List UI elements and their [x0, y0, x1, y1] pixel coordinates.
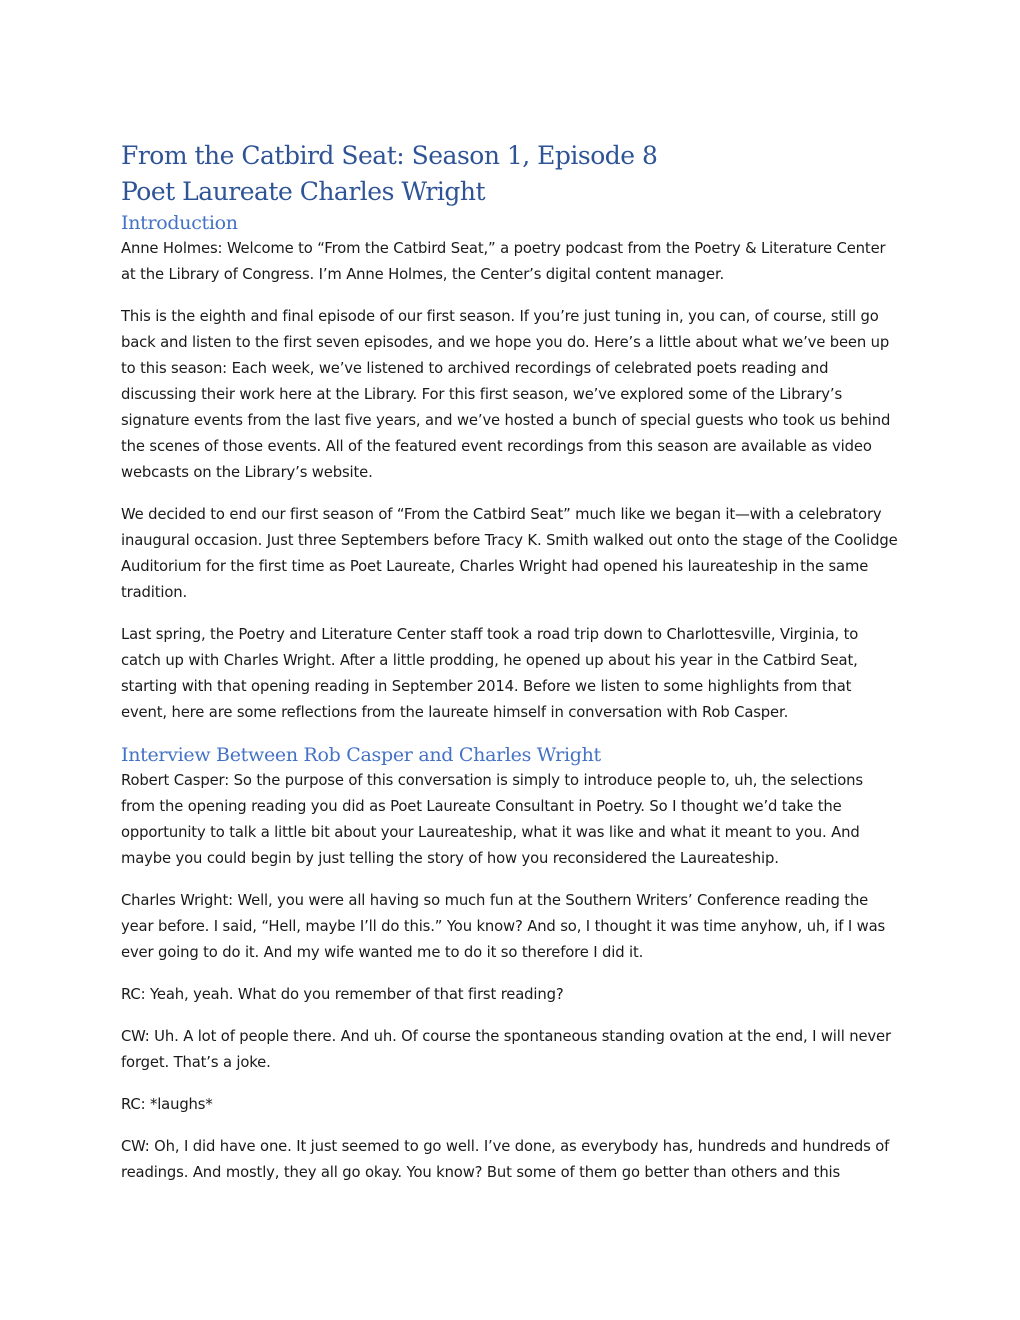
document-title-line1: From the Catbird Seat: Season 1, Episode 8 — [121, 141, 658, 170]
intro-paragraph-1: Anne Holmes: Welcome to “From the Catbird Seat,” a poetry podcast from the Poetry & Literature Center at the Library of Congress. I’m Anne Holmes, the Center’s digital content manager. — [121, 240, 886, 283]
section-heading-introduction: Introduction — [121, 212, 238, 234]
intro-paragraph-3: We decided to end our first season of “From the Catbird Seat” much like we began it—with a celebratory inaugural occasion. Just three Septembers before Tracy K. Smith walked out onto the stage of the Coolidge Auditorium for the first time as Poet Laureate, Charles Wright had opened his laureateship in the same tradition. — [121, 506, 898, 601]
section-heading-interview: Interview Between Rob Casper and Charles Wright — [121, 744, 601, 766]
interview-paragraph-2: Charles Wright: Well, you were all having so much fun at the Southern Writers’ Conference reading the year before. I said, “Hell, maybe I’ll do this.” You know? And so, I thought it was time anyhow, uh, if I was ever going to do it. And my wife wanted me to do it so therefore I did it. — [121, 892, 886, 961]
interview-paragraph-4: CW: Uh. A lot of people there. And uh. Of course the spontaneous standing ovation at the end, I will never forget. That’s a joke. — [121, 1028, 891, 1071]
interview-paragraph-3: RC: Yeah, yeah. What do you remember of that first reading? — [121, 986, 564, 1003]
interview-paragraph-1: Robert Casper: So the purpose of this conversation is simply to introduce people to, uh, the selections from the opening reading you did as Poet Laureate Consultant in Poetry. So I thought we’d take the opportunity to talk a little bit about your Laureateship, what it was like and what it meant to you. And maybe you could begin by just telling the story of how you reconsidered the Laureateship. — [121, 772, 863, 867]
document-page — [121, 138, 901, 1202]
section-interview — [121, 742, 901, 1186]
interview-paragraph-6: CW: Oh, I did have one. It just seemed to go well. I’ve done, as everybody has, hundreds and hundreds of readings. And mostly, they all go okay. You know? But some of them go better than others and this — [121, 1138, 890, 1181]
intro-paragraph-2: This is the eighth and final episode of our first season. If you’re just tuning in, you can, of course, still go back and listen to the first seven episodes, and we hope you do. Here’s a little about what we’ve been up to this season: Each week, we’ve listened to archived recordings of celebrated poets reading and discussing their work here at the Library. For this first season, we’ve explored some of the Library’s signature events from the last five years, and we’ve hosted a bunch of special guests who took us behind the scenes of those events. All of the featured event recordings from this season are available as video webcasts on the Library’s website. — [121, 308, 891, 481]
document-title-line2: Poet Laureate Charles Wright — [121, 177, 486, 206]
intro-paragraph-4: Last spring, the Poetry and Literature Center staff took a road trip down to Charlottesville, Virginia, to catch up with Charles Wright. After a little prodding, he opened up about his year in the Catbird Seat, starting with that opening reading in September 2014. Before we listen to some highlights from that event, here are some reflections from the laureate himself in conversation with Rob Casper. — [121, 626, 859, 721]
section-introduction — [121, 210, 901, 726]
interview-paragraph-5: RC: *laughs* — [121, 1096, 213, 1113]
